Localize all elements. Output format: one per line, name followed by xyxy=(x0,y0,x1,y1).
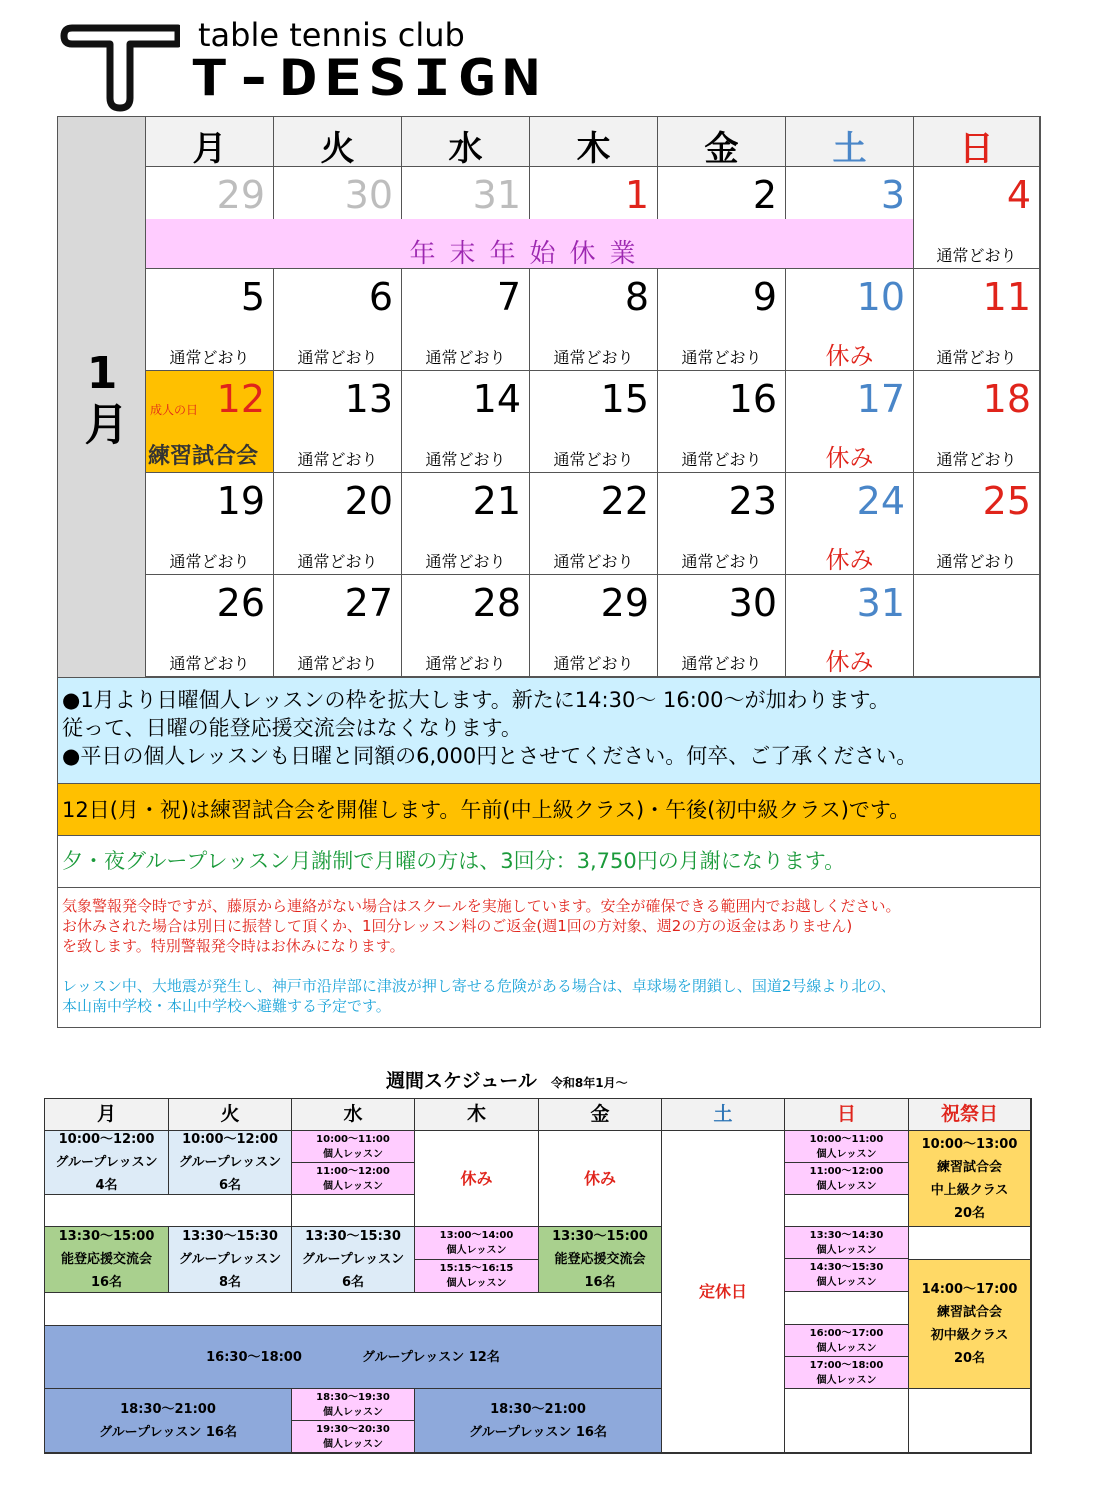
calendar-day-cell xyxy=(786,575,914,677)
status-note: 通常どおり xyxy=(681,450,762,469)
day-number: 12 xyxy=(216,377,265,421)
day-number: 23 xyxy=(728,479,777,523)
day-number: 6 xyxy=(368,275,393,319)
club-logo xyxy=(60,10,600,115)
slot-label: 能登応援交流会 xyxy=(554,1252,646,1267)
event-label: 練習試合会 xyxy=(148,444,259,469)
notice-line: 夕・夜グループレッスン月謝制で月曜の方は、3回分：3,750円の月謝になります。 xyxy=(62,849,846,873)
slot-sun-pm1 xyxy=(785,1227,909,1259)
slot-time: 10:00～11:00 xyxy=(316,1133,390,1145)
slot-empty xyxy=(909,1389,1031,1453)
slot-time: 18:30～21:00 xyxy=(120,1401,216,1417)
status-note: 通常どおり xyxy=(169,654,250,673)
slot-empty xyxy=(785,1292,909,1325)
slot-label: 練習試合会 xyxy=(936,1305,1002,1320)
slot-capacity: 8名 xyxy=(218,1275,242,1290)
slot-time: 11:00～12:00 xyxy=(809,1165,884,1177)
weather-warning-line: 気象警報発令時ですが、藤原から連絡がない場合はスクールを実施しています。安全が確保できる範囲内でお越しください。 xyxy=(62,897,901,915)
slot-capacity: 20名 xyxy=(953,1205,986,1221)
slot-wed-n2 xyxy=(292,1421,415,1453)
slot-label: 個人レッスン xyxy=(816,1374,877,1386)
day-number: 13 xyxy=(344,377,393,421)
weekday-header: 日 xyxy=(914,117,1040,167)
day-number: 25 xyxy=(982,479,1031,523)
month-label: 1月 xyxy=(76,347,128,447)
notice-line: ●平日の個人レッスンも日曜と同額の6,000円とさせてください。何卒、ご了承ください。 xyxy=(62,744,918,768)
status-note: 通常どおり xyxy=(936,450,1017,469)
calendar-day-cell xyxy=(658,371,786,473)
slot-label: 個人レッスン xyxy=(816,1148,877,1160)
slot-time: 10:00～11:00 xyxy=(809,1133,884,1145)
slot-sun-am1 xyxy=(785,1131,909,1163)
weather-warning-line: お休みされた場合は別日に振替して頂くか、1回分レッスン料のご返金(週1回の方対象、週2の方の返金はありません) xyxy=(62,917,853,935)
calendar-day-cell xyxy=(914,575,1040,677)
status-note: 通常どおり xyxy=(681,654,762,673)
slot-label: 個人レッスン xyxy=(446,1245,507,1256)
closed-note: 休み xyxy=(825,546,874,574)
calendar-day-cell xyxy=(274,575,402,677)
slot-sat: 定休日 xyxy=(662,1131,785,1453)
slot-fri-am: 休み xyxy=(539,1131,662,1227)
month-label-column xyxy=(58,117,146,677)
slot-time: 13:30～15:00 xyxy=(552,1229,648,1244)
status-note: 通常どおり xyxy=(936,552,1017,571)
slot-label: 個人レッスン xyxy=(816,1277,877,1288)
slot-class: 中上級クラス xyxy=(930,1182,1009,1198)
slot-sun-pm4 xyxy=(785,1357,909,1389)
slot-empty xyxy=(909,1227,1031,1260)
day-number: 24 xyxy=(856,479,905,523)
slot-label: 練習試合会 xyxy=(936,1159,1002,1175)
slot-label: グループレッスン 16名 xyxy=(99,1424,237,1440)
weekday-header: 月 xyxy=(146,117,274,167)
slot-capacity: 16名 xyxy=(90,1275,123,1290)
status-note: 通常どおり xyxy=(169,348,250,367)
slot-time: 10:00～12:00 xyxy=(58,1132,155,1147)
slot-label: 個人レッスン xyxy=(323,1148,383,1160)
day-number: 19 xyxy=(216,479,265,523)
day-number: 3 xyxy=(880,173,905,217)
schedule-subtitle: 令和8年1月～ xyxy=(550,1076,628,1090)
calendar-day-cell xyxy=(658,473,786,575)
status-note: 通常どおり xyxy=(553,450,634,469)
calendar-day-cell xyxy=(402,473,530,575)
day-number: 26 xyxy=(216,581,265,625)
schedule-day-header: 水 xyxy=(292,1099,415,1131)
notice-safety xyxy=(57,888,1041,1028)
slot-empty xyxy=(45,1293,662,1326)
slot-night-thu-fri xyxy=(415,1389,662,1453)
schedule-day-header: 祝祭日 xyxy=(909,1099,1031,1131)
notice-line: 12日(月・祝)は練習試合会を開催します。午前(中上級クラス)・午後(初中級クラス)です。 xyxy=(62,798,911,822)
slot-holiday-pm xyxy=(909,1260,1031,1389)
status-note: 通常どおり xyxy=(681,348,762,367)
slot-tue-am xyxy=(169,1131,292,1195)
slot-tue-pm xyxy=(169,1227,292,1293)
day-number: 14 xyxy=(472,377,521,421)
slot-capacity: 20名 xyxy=(953,1351,986,1366)
slot-empty xyxy=(45,1195,292,1227)
calendar-day-cell xyxy=(530,371,658,473)
closed-note: 休み xyxy=(825,342,874,370)
day-number: 20 xyxy=(344,479,393,523)
calendar-day-cell xyxy=(274,269,402,371)
slot-thu-pm1 xyxy=(415,1227,539,1260)
slot-time: 13:30～14:30 xyxy=(809,1229,884,1241)
schedule-day-header: 日 xyxy=(785,1099,909,1131)
day-number: 28 xyxy=(472,581,521,625)
calendar-day-cell xyxy=(914,167,1040,269)
calendar-day-cell xyxy=(786,473,914,575)
calendar-day-cell xyxy=(530,575,658,677)
calendar-day-cell xyxy=(530,269,658,371)
slot-time: 16:30～18:00 xyxy=(206,1349,302,1365)
slot-label: グループレッスン xyxy=(55,1155,158,1170)
day-number: 27 xyxy=(344,581,393,625)
calendar-day-cell xyxy=(146,371,274,473)
status-note: 通常どおり xyxy=(297,552,378,571)
calendar-day-cell xyxy=(914,473,1040,575)
day-number: 16 xyxy=(728,377,777,421)
slot-time: 13:30～15:30 xyxy=(305,1229,401,1244)
slot-label: 個人レッスン xyxy=(816,1180,877,1192)
day-number: 8 xyxy=(624,275,649,319)
slot-mon-am xyxy=(45,1131,169,1195)
notice-lesson-expansion xyxy=(57,678,1041,784)
slot-capacity: 16名 xyxy=(584,1275,616,1290)
slot-capacity: 4名 xyxy=(95,1178,118,1193)
calendar-day-cell xyxy=(530,473,658,575)
status-note: 通常どおり xyxy=(425,552,506,571)
status-note: 通常どおり xyxy=(553,348,634,367)
day-number: 10 xyxy=(856,275,905,319)
slot-evening-group xyxy=(45,1326,662,1389)
slot-empty xyxy=(292,1195,415,1227)
slot-sun-pm3 xyxy=(785,1325,909,1357)
closed-note: 休み xyxy=(825,648,874,676)
status-note: 通常どおり xyxy=(425,450,506,469)
slot-sun-am2 xyxy=(785,1163,909,1195)
calendar-day-cell xyxy=(658,575,786,677)
holiday-name: 成人の日 xyxy=(150,403,199,417)
weather-warning-line: を致します。特別警報発令時はお休みになります。 xyxy=(62,937,405,955)
slot-label: 個人レッスン xyxy=(816,1342,877,1354)
status-note: 通常どおり xyxy=(936,348,1017,367)
schedule-day-header: 土 xyxy=(662,1099,785,1131)
slot-label: 個人レッスン xyxy=(323,1438,383,1450)
slot-empty xyxy=(785,1195,909,1227)
notice-monthly-fee xyxy=(57,836,1041,888)
day-number: 22 xyxy=(600,479,649,523)
calendar-day-cell xyxy=(402,575,530,677)
earthquake-line: レッスン中、大地震が発生し、神戸市沿岸部に津波が押し寄せる危険がある場合は、卓球場を閉鎖し、国道2号線より北の、 xyxy=(62,977,896,995)
calendar-day-cell xyxy=(914,269,1040,371)
slot-time: 15:15～16:15 xyxy=(439,1263,514,1274)
notice-practice-match xyxy=(57,784,1041,836)
status-note: 通常どおり xyxy=(553,552,634,571)
slot-label: 個人レッスン xyxy=(816,1244,877,1256)
day-number: 30 xyxy=(344,173,393,217)
slot-time: 11:00～12:00 xyxy=(316,1165,390,1177)
calendar-day-cell xyxy=(402,269,530,371)
slot-time: 16:00～17:00 xyxy=(809,1327,884,1339)
slot-time: 10:00～13:00 xyxy=(921,1136,1018,1152)
year-end-closure-banner: 年末年始休業 xyxy=(146,219,914,269)
status-note: 通常どおり xyxy=(681,552,762,571)
day-number: 11 xyxy=(982,275,1031,319)
slot-empty xyxy=(785,1389,909,1453)
slot-thu-am: 休み xyxy=(415,1131,539,1227)
slot-wed-n1 xyxy=(292,1389,415,1421)
slot-label: グループレッスン 12名 xyxy=(361,1349,500,1365)
slot-holiday-am xyxy=(909,1131,1031,1227)
day-number: 30 xyxy=(728,581,777,625)
slot-capacity: 6名 xyxy=(341,1275,365,1290)
slot-time: 18:30～19:30 xyxy=(316,1391,390,1403)
status-note: 通常どおり xyxy=(425,654,506,673)
weekday-header: 火 xyxy=(274,117,402,167)
status-note: 通常どおり xyxy=(297,348,378,367)
slot-label: 能登応援交流会 xyxy=(60,1252,152,1267)
t-logo-icon xyxy=(60,10,180,115)
slot-thu-pm2 xyxy=(415,1260,539,1293)
month-calendar xyxy=(57,116,1041,678)
slot-label: グループレッスン xyxy=(178,1252,282,1267)
slot-time: 13:30～15:30 xyxy=(182,1229,278,1244)
day-number: 31 xyxy=(856,581,905,625)
schedule-day-header: 火 xyxy=(169,1099,292,1131)
slot-night-mon-tue xyxy=(45,1389,292,1453)
status-note: 通常どおり xyxy=(169,552,250,571)
day-number: 29 xyxy=(600,581,649,625)
calendar-day-cell xyxy=(786,371,914,473)
slot-time: 19:30～20:30 xyxy=(316,1423,390,1435)
calendar-day-cell xyxy=(146,575,274,677)
notice-line: ●1月より日曜個人レッスンの枠を拡大します。新たに14:30～ 16:00～が加わります。 xyxy=(62,688,890,712)
slot-time: 18:30～21:00 xyxy=(490,1401,586,1417)
calendar-day-cell xyxy=(914,371,1040,473)
slot-sun-pm2 xyxy=(785,1259,909,1292)
day-number: 4 xyxy=(1006,173,1031,217)
day-number: 15 xyxy=(600,377,649,421)
day-number: 17 xyxy=(856,377,905,421)
status-note: 通常どおり xyxy=(297,654,378,673)
status-note: 通常どおり xyxy=(553,654,634,673)
slot-capacity: 6名 xyxy=(218,1178,242,1193)
slot-time: 17:00～18:00 xyxy=(809,1359,884,1371)
slot-label: 個人レッスン xyxy=(323,1406,383,1418)
slot-label: グループレッスン xyxy=(301,1252,405,1267)
calendar-day-cell xyxy=(146,473,274,575)
calendar-day-cell xyxy=(402,371,530,473)
logo-wordmark: T-DESIGN xyxy=(190,50,547,108)
calendar-day-cell xyxy=(274,371,402,473)
status-note: 通常どおり xyxy=(936,246,1017,265)
logo-subtitle: table tennis club xyxy=(198,16,465,54)
weekday-header: 土 xyxy=(786,117,914,167)
slot-time: 14:00～17:00 xyxy=(921,1282,1018,1297)
slot-wed-am1 xyxy=(292,1131,415,1163)
slot-label: グループレッスン 16名 xyxy=(469,1424,607,1440)
day-number: 5 xyxy=(240,275,265,319)
schedule-day-header: 金 xyxy=(539,1099,662,1131)
slot-wed-am2 xyxy=(292,1163,415,1195)
schedule-day-header: 木 xyxy=(415,1099,539,1131)
calendar-day-cell xyxy=(146,269,274,371)
earthquake-line: 本山南中学校・本山中学校へ避難する予定です。 xyxy=(62,997,391,1015)
slot-wed-pm xyxy=(292,1227,415,1293)
weekday-header: 水 xyxy=(402,117,530,167)
slot-time: 13:30～15:00 xyxy=(58,1229,155,1244)
slot-fri-pm xyxy=(539,1227,662,1293)
slot-class: 初中級クラス xyxy=(930,1328,1009,1343)
day-number: 21 xyxy=(472,479,521,523)
day-number: 2 xyxy=(752,173,777,217)
slot-time: 13:00～14:00 xyxy=(439,1230,514,1241)
day-number: 29 xyxy=(216,173,265,217)
day-number: 1 xyxy=(624,173,649,217)
notice-line: 従って、日曜の能登応援交流会はなくなります。 xyxy=(62,716,522,740)
calendar-day-cell xyxy=(274,473,402,575)
weekly-schedule xyxy=(44,1098,1032,1454)
closed-note: 休み xyxy=(825,444,874,472)
day-number: 18 xyxy=(982,377,1031,421)
calendar-day-cell xyxy=(658,269,786,371)
day-number: 9 xyxy=(752,275,777,319)
schedule-title-text: 週間スケジュール xyxy=(386,1070,537,1092)
slot-label: グループレッスン xyxy=(178,1155,282,1170)
day-number: 31 xyxy=(472,173,521,217)
day-number: 7 xyxy=(496,275,521,319)
slot-mon-pm xyxy=(45,1227,169,1293)
status-note: 通常どおり xyxy=(425,348,506,367)
schedule-title xyxy=(386,1066,628,1093)
calendar-day-cell xyxy=(786,269,914,371)
schedule-day-header: 月 xyxy=(45,1099,169,1131)
slot-label: 個人レッスン xyxy=(446,1278,507,1289)
weekday-header: 木 xyxy=(530,117,658,167)
weekday-header: 金 xyxy=(658,117,786,167)
slot-time: 14:30～15:30 xyxy=(809,1262,884,1273)
status-note: 通常どおり xyxy=(297,450,378,469)
slot-label: 個人レッスン xyxy=(323,1180,383,1192)
slot-time: 10:00～12:00 xyxy=(182,1132,278,1147)
